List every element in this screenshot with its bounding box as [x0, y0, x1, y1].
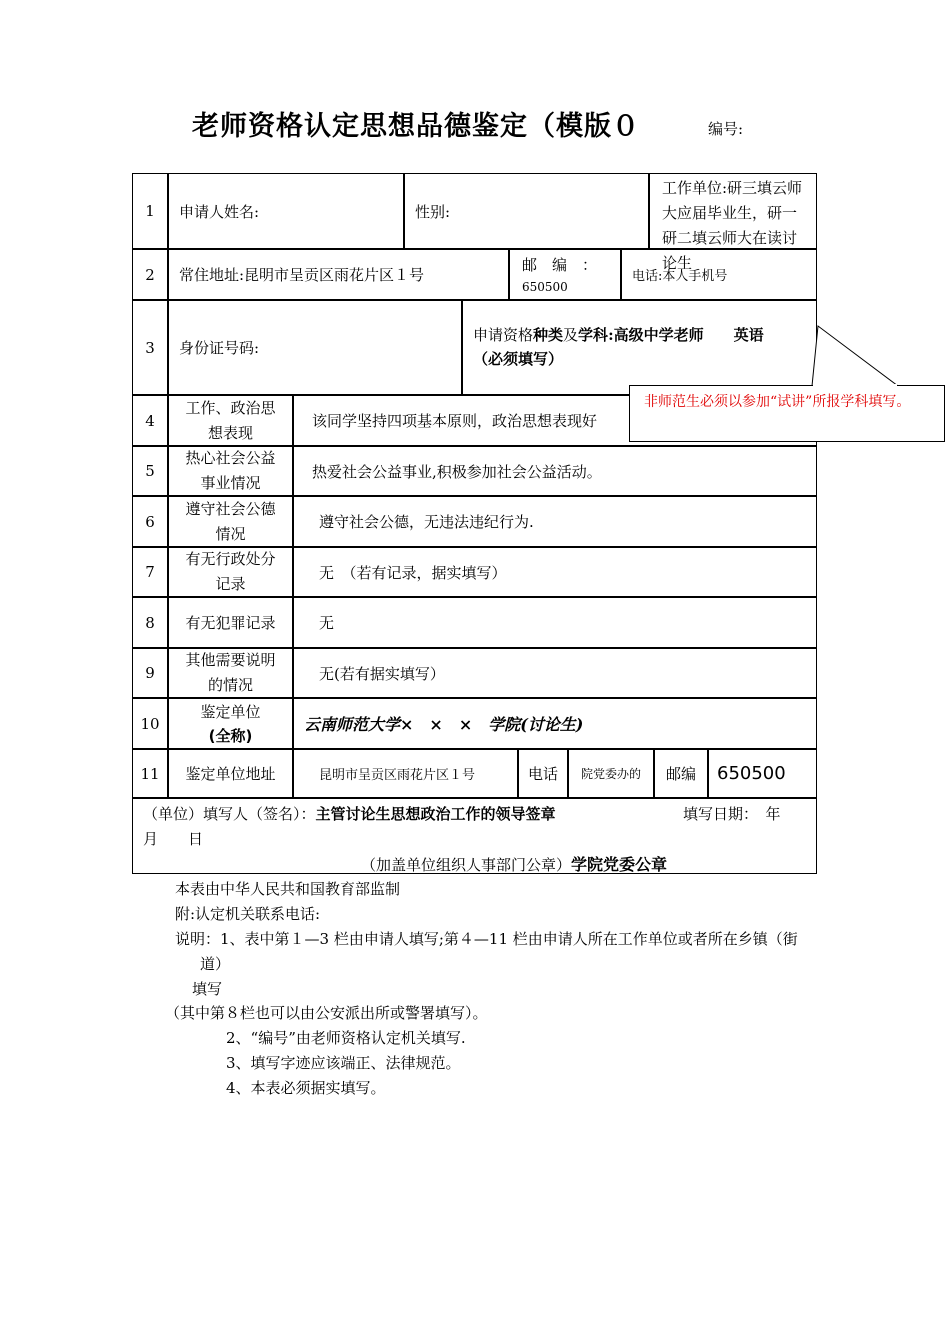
- signature-row: [133, 799, 817, 875]
- table-row-10: [133, 699, 817, 750]
- qualification-cell[interactable]: [462, 300, 817, 395]
- qualification-and: 及: [563, 326, 579, 344]
- fill-date-month-day: 月 日: [143, 830, 204, 848]
- signature-cell[interactable]: [132, 798, 817, 874]
- signer-name: 主管讨论生思想政治工作的领导签章: [315, 805, 556, 823]
- row-label-line1: 鉴定单位: [200, 703, 261, 721]
- appraisal-unit-field[interactable]: 云南师范大学× × × 学院(讨论生): [293, 698, 817, 749]
- instruction-4: 4、本表必须据实填写。: [226, 1079, 386, 1097]
- administrative-penalty-field[interactable]: 无 （若有记录，据实填写）: [293, 547, 817, 597]
- appraisal-unit-address-field[interactable]: 昆明市呈贡区雨花片区１号: [293, 749, 518, 798]
- id-number-field[interactable]: 身份证号码:: [168, 300, 462, 395]
- qualification-subject-label: 学科: [578, 326, 609, 344]
- table-row-2: [133, 250, 817, 301]
- work-unit-text: 工作单位:研三填云师大应届毕业生，研一研二填云师大在读讨论生: [662, 179, 803, 272]
- home-address-field[interactable]: 常住地址:昆明市呈贡区雨花片区１号: [168, 249, 509, 300]
- row-number: 8: [132, 597, 168, 648]
- callout-note: 非师范生必须以参加“试讲”所报学科填写。: [629, 385, 945, 442]
- instruction-1-cont: 道）: [200, 955, 231, 973]
- phone-field[interactable]: 院党委办的: [568, 749, 654, 798]
- postcode-field[interactable]: 650500: [708, 749, 817, 798]
- instruction-1: 说明：1、表中第１—3 栏由申请人填写;第４—11 栏由申请人所在工作单位或者所在乡镇（街: [175, 930, 798, 948]
- row-label: 有无行政处分记录: [168, 547, 293, 597]
- phone-label: 电话: [518, 749, 568, 798]
- row-label-line2: (全称): [208, 727, 253, 745]
- criminal-record-field[interactable]: 无: [293, 597, 817, 648]
- postcode-value: 650500: [522, 280, 568, 294]
- row-number: 5: [132, 446, 168, 496]
- page-title: 老师资格认定思想品德鉴定（模版０: [192, 111, 640, 142]
- instruction-1-cont-3: （其中第８栏也可以由公安派出所或警署填写）。: [165, 1004, 488, 1022]
- public-welfare-field[interactable]: 热爱社会公益事业,积极参加社会公益活动。: [293, 446, 817, 496]
- social-morality-field[interactable]: 遵守社会公德，无违法违纪行为.: [293, 496, 817, 547]
- instruction-2: 2、“编号”由老师资格认定机关填写.: [226, 1029, 466, 1047]
- instruction-1-cont-2: 填写: [192, 980, 223, 998]
- row-number: 9: [132, 648, 168, 698]
- qualification-value: :高级中学老师 英语: [608, 326, 764, 344]
- table-row-5: [133, 447, 817, 497]
- instruction-3: 3、填写字迹应该端正、法律规范。: [226, 1054, 461, 1072]
- contact-phone-label: 附:认定机关联系电话:: [175, 905, 321, 923]
- phone-field[interactable]: 电话:本人手机号: [621, 249, 817, 300]
- other-notes-field[interactable]: 无(若有据实填写）: [293, 648, 817, 698]
- postcode-label: 邮编: [654, 749, 708, 798]
- supervision-note: 本表由中华人民共和国教育部监制: [175, 880, 401, 898]
- table-row-3: [133, 301, 817, 396]
- work-unit-cell: [649, 173, 817, 272]
- row-label: 遵守社会公德情况: [168, 496, 293, 547]
- seal-line: [361, 852, 667, 875]
- row-number: 10: [132, 698, 168, 749]
- row-number: 4: [132, 395, 168, 446]
- row-label: 工作、政治思想表现: [168, 395, 293, 446]
- row-number: 7: [132, 547, 168, 597]
- table-row-8: [133, 598, 817, 649]
- postcode-label: 邮 编 ：: [522, 256, 598, 274]
- postcode-cell[interactable]: [509, 249, 621, 300]
- seal-instruction: （加盖单位组织人事部门公章）: [361, 856, 572, 874]
- table-row-11: [133, 750, 817, 799]
- qualification-line: [473, 325, 764, 345]
- row-number: 1: [132, 173, 168, 249]
- table-row-6: [133, 497, 817, 548]
- row-number: 6: [132, 496, 168, 547]
- table-row-7: [133, 548, 817, 598]
- table-row-9: [133, 649, 817, 699]
- row-number: 11: [132, 749, 168, 798]
- row-label: 有无犯罪记录: [168, 597, 293, 648]
- row-label: 其他需要说明的情况: [168, 648, 293, 698]
- qualification-kind: 种类: [533, 326, 564, 344]
- row-label: [168, 698, 293, 749]
- signature-line: [143, 803, 556, 824]
- political-performance-field[interactable]: 该同学坚持四项基本原则，政治思想表现好: [293, 395, 817, 446]
- fill-date-label: 填写日期： 年: [683, 805, 781, 823]
- row-label: 鉴定单位地址: [168, 749, 293, 798]
- row-number: 2: [132, 249, 168, 300]
- row-number: 3: [132, 300, 168, 395]
- gender-field[interactable]: 性别:: [404, 173, 649, 249]
- signer-label: （单位）填写人（签名）：: [143, 805, 316, 823]
- qualification-prefix: 申请资格: [473, 326, 534, 344]
- qualification-required-note: （必须填写）: [473, 350, 564, 368]
- seal-name: 学院党委公章: [571, 855, 668, 874]
- row-label: 热心社会公益事业情况: [168, 446, 293, 496]
- serial-number-label: 编号:: [708, 120, 744, 138]
- applicant-name-field[interactable]: 申请人姓名:: [168, 173, 404, 249]
